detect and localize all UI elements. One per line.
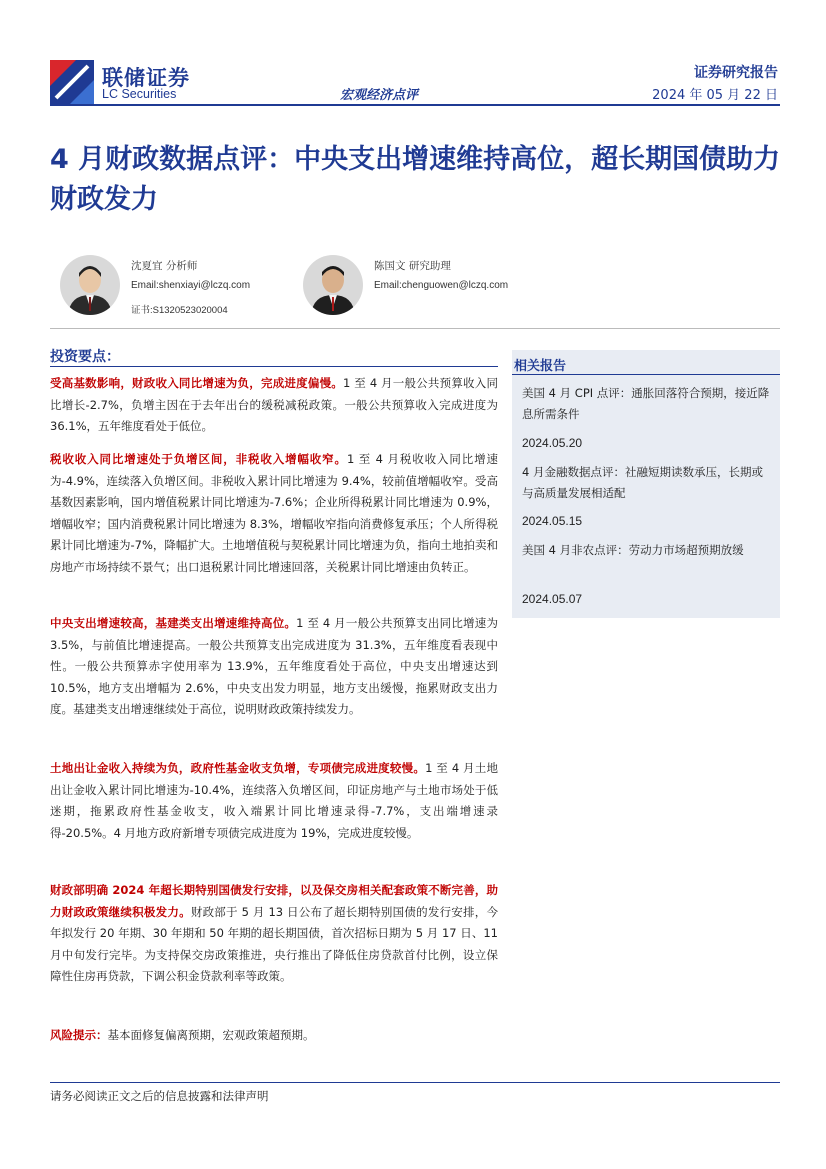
section-title: 投资要点： — [50, 349, 120, 365]
risk-warning — [50, 1025, 498, 1047]
header-divider — [50, 104, 780, 106]
author-certificate: 证书:S1320523020004 — [131, 305, 228, 316]
key-point-text: 1 至 4 月土地出让金收入累计同比增速为-10.4%，连续落入负增区间，印证房地产与土地市场处于低迷期，拖累政府性基金收支，收入端累计同比增速录得-7.7%，支出端增速录得-20.5%。4 月地方政府新增专项债完成进度为 19%，完成进度较慢。 — [50, 761, 498, 840]
report-type: 证券研究报告 — [694, 65, 778, 81]
related-report-date: 2024.05.07 — [522, 592, 583, 606]
related-reports-title: 相关报告 — [514, 359, 567, 374]
key-point-paragraph — [50, 373, 498, 438]
author-email: Email:shenxiayi@lczq.com — [131, 280, 251, 291]
footer-disclaimer: 请务必阅读正文之后的信息披露和法律声明 — [50, 1089, 269, 1103]
key-point-text: 1 至 4 月一般公共预算支出同比增速为 3.5%，与前值比增速提高。一般公共预算支出完成进度为 31.3%，五年维度看表现中性。一般公共预算赤字使用率为 13.9%，五年维度看处于高位，中央支出增速达到 10.5%，地方支出增幅为 2.6%，中央支出发力明显，地方支出缓慢，拖累财政支出力度。基建类支出增速继续处于高位，说明财政政策持续发力。 — [50, 616, 498, 717]
related-report-link[interactable]: 美国 4 月非农点评：劳动力市场超预期放缓 — [522, 543, 744, 557]
related-reports-underline — [512, 374, 780, 375]
key-point-paragraph — [50, 613, 498, 721]
key-point-highlight: 受高基数影响，财政收入同比增速为负，完成进度偏慢。 — [50, 376, 344, 390]
footer-divider — [50, 1082, 780, 1083]
key-point-highlight: 财政部明确 2024 年超长期特别国债发行安排，以及保交房相关配套政策不断完善，助力财政政策继续积极发力。 — [50, 883, 498, 919]
key-point-paragraph — [50, 880, 498, 988]
author-avatar — [303, 255, 363, 315]
author-avatar — [60, 255, 120, 315]
key-point-highlight: 土地出让金收入持续为负，政府性基金收支负增，专项债完成进度较慢。 — [50, 761, 426, 775]
report-date: 2024 年 05 月 22 日 — [652, 88, 778, 103]
report-title: 4 月财政数据点评：中央支出增速维持高位，超长期国债助力财政发力 — [50, 144, 781, 215]
section-underline — [50, 366, 498, 367]
author-name: 陈国文 研究助理 — [374, 260, 451, 272]
key-point-paragraph — [50, 758, 498, 844]
author-name: 沈夏宜 分析师 — [131, 260, 198, 272]
author-divider — [50, 328, 780, 329]
key-point-text: 1 至 4 月一般公共预算收入同比增长-2.7%，负增主因在于去年出台的缓税减税政策。一般公共预算收入完成进度为 36.1%，五年维度看处于低位。 — [50, 376, 499, 434]
company-logo-icon — [50, 60, 94, 104]
logo-chinese-name: 联储证券 — [102, 66, 190, 90]
related-report-date: 2024.05.20 — [522, 436, 583, 450]
logo-english-name: LC Securities — [102, 87, 177, 101]
key-point-highlight: 税收收入同比增速处于负增区间，非税收入增幅收窄。 — [50, 452, 347, 466]
report-category: 宏观经济点评 — [340, 88, 419, 103]
risk-warning-label: 风险提示： — [50, 1028, 108, 1042]
key-point-highlight: 中央支出增速较高，基建类支出增速维持高位。 — [50, 616, 297, 630]
related-report-date: 2024.05.15 — [522, 514, 583, 528]
risk-warning-text: 基本面修复偏离预期，宏观政策超预期。 — [107, 1028, 315, 1042]
key-point-paragraph — [50, 449, 498, 579]
related-report-link[interactable]: 4 月金融数据点评：社融短期读数承压，长期或与高质量发展相适配 — [522, 465, 763, 500]
key-point-text: 1 至 4 月税收收入同比增速为-4.9%，连续落入负增区间。非税收入累计同比增速为 9.4%，较前值增幅收窄。受高基数因素影响，国内增值税累计同比增速为-7.6%；企业所得税累计同比增速为 0.9%，增幅收窄；国内消费税累计同比增速为 8.3%，增幅收窄指向消费修复承压；个人所得税累计同比增速为-7%，降幅扩大。土地增值税与契税累计同比增速为负，指向土地拍卖和房地产市场持续不景气；出口退税累计同比增速回落，关税累计同比增速由负转正。 — [50, 452, 498, 574]
related-report-link[interactable]: 美国 4 月 CPI 点评：通胀回落符合预期，接近降息所需条件 — [522, 386, 770, 421]
key-point-text: 财政部于 5 月 13 日公布了超长期特别国债的发行安排，今年拟发行 20 年期、30 年期和 50 年期的超长期国债，首次招标日期为 5 月 17 日、11 月中旬发行完毕。为支持保交房政策推进，央行推出了降低住房贷款首付比例，设立保障性住房再贷款，下调公积金贷款利率等政策。 — [50, 904, 499, 984]
author-email: Email:chenguowen@lczq.com — [374, 280, 509, 291]
